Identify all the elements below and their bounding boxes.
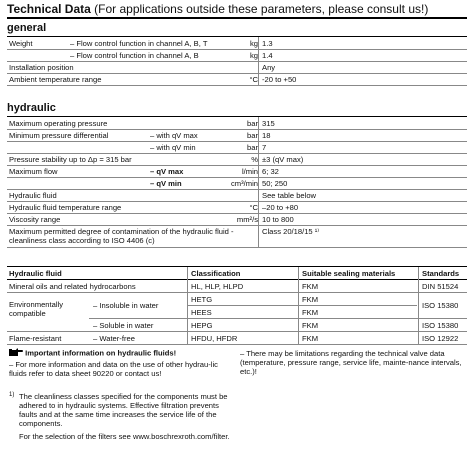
row-value: -20 to +50 <box>262 75 297 84</box>
table-header: Hydraulic fluid <box>9 269 62 278</box>
row-value: 6; 32 <box>262 167 279 176</box>
row-label: Hydraulic fluid <box>9 191 57 200</box>
fluid-class: HEPG <box>191 321 213 330</box>
row-label: Ambient temperature range <box>9 75 102 84</box>
row-sub: – Flow control function in channel A, B <box>70 51 199 60</box>
row-divider <box>7 165 467 166</box>
title-rule <box>7 17 467 19</box>
row-value: –20 to +80 <box>262 203 299 212</box>
column-divider <box>418 267 419 344</box>
row-label-line2: cleanliness class according to ISO 4406 (c) <box>9 236 155 245</box>
row-sub: – qV min <box>150 179 182 188</box>
row-value: See table below <box>262 191 317 200</box>
row-label: Weight <box>9 39 33 48</box>
pointing-hand-icon <box>9 348 23 359</box>
row-value: Any <box>262 63 276 72</box>
fluid-sub: – Soluble in water <box>93 321 154 330</box>
row-unit: % <box>251 155 258 164</box>
fluid-standard: DIN 51524 <box>422 282 459 291</box>
row-value: ±3 (qV max) <box>262 155 304 164</box>
fluid-sub: – Insoluble in water <box>93 301 159 310</box>
row-value: 315 <box>262 119 275 128</box>
row-unit: bar <box>247 131 258 140</box>
column-divider <box>187 267 188 344</box>
row-unit: l/min <box>241 167 258 176</box>
table-header: Standards <box>422 269 460 278</box>
row-divider <box>7 331 467 332</box>
fluid-sub: – Water-free <box>93 334 135 343</box>
row-value: Class 20/18/15 ¹⁾ <box>262 227 320 236</box>
page-title: Technical Data (For applications outside these parameters, please consult us!) <box>7 2 429 16</box>
table-header: Classification <box>191 269 241 278</box>
row-divider <box>7 201 467 202</box>
row-divider <box>89 318 467 319</box>
fluid-name: Environmentally compatible <box>9 300 64 318</box>
fluid-class: HFDU, HFDR <box>191 334 238 343</box>
fluid-name: Mineral oils and related hydrocarbons <box>9 282 136 291</box>
row-divider <box>7 141 467 142</box>
row-divider <box>7 225 467 226</box>
column-divider <box>258 37 259 85</box>
row-unit: bar <box>247 143 258 152</box>
footnote-marker: 1) <box>9 392 15 398</box>
row-value: 50; 250 <box>262 179 288 188</box>
row-divider <box>7 292 467 293</box>
row-label: Pressure stability up to Δp = 315 bar <box>9 155 132 164</box>
fluid-seal: FKM <box>302 321 319 330</box>
row-divider <box>7 213 467 214</box>
row-value: 7 <box>262 143 267 152</box>
important-heading: Important information on hydraulic fluids! <box>9 348 176 359</box>
header-rule <box>7 279 467 280</box>
fluid-seal: FKM <box>302 295 319 304</box>
section-rule <box>7 36 467 37</box>
fluid-seal: FKM <box>302 282 319 291</box>
column-divider <box>298 267 299 344</box>
row-divider <box>7 344 467 345</box>
section-heading-general: general <box>7 22 47 34</box>
fluid-class: HEES <box>191 308 212 317</box>
fluid-standard: ISO 15380 <box>422 321 459 330</box>
row-unit: kg <box>249 51 258 60</box>
row-sub: – Flow control function in channel A, B, T <box>70 39 208 48</box>
row-label: Maximum flow <box>9 167 58 176</box>
row-sub: – qV max <box>150 167 184 176</box>
row-unit: bar <box>247 119 258 128</box>
fluid-standard: ISO 12922 <box>422 334 459 343</box>
fluid-seal: FKM <box>302 334 319 343</box>
row-divider <box>187 305 417 306</box>
row-divider <box>7 73 467 74</box>
row-sub: – with qV max <box>150 131 198 140</box>
footnote-text: The cleanliness classes specified for the components must be adhered to in hydraulic systems. Effective filtration prevents faults and at the same time increases the service life of the components. <box>19 392 228 428</box>
row-unit: mm²/s <box>236 215 258 224</box>
footnote-text-filters: For the selection of the filters see www.boschrexroth.com/filter. <box>19 432 230 441</box>
row-unit: °C <box>249 203 258 212</box>
important-left: – For more information and data on the use of other hydrau-lic fluids refer to data sheet 90220 or contact us! <box>9 360 218 378</box>
row-label: Viscosity range <box>9 215 61 224</box>
column-divider <box>258 117 259 247</box>
fluid-class: HL, HLP, HLPD <box>191 282 244 291</box>
row-unit: kg <box>249 39 258 48</box>
important-right: – There may be limitations regarding the technical valve data (temperature, pressure range, service life, mainte-nance intervals, etc.)! <box>240 349 462 376</box>
row-unit: cm³/min <box>231 179 258 188</box>
row-value: 1.4 <box>262 51 273 60</box>
row-label: Minimum pressure differential <box>9 131 109 140</box>
fluid-seal: FKM <box>302 308 319 317</box>
table-header: Suitable sealing materials <box>302 269 396 278</box>
row-value: 10 to 800 <box>262 215 294 224</box>
row-divider <box>7 247 467 248</box>
fluid-class: HETG <box>191 295 213 304</box>
row-divider <box>7 189 467 190</box>
row-divider <box>7 61 467 62</box>
row-label: Installation position <box>9 63 74 72</box>
row-value: 18 <box>262 131 271 140</box>
fluid-name: Flame-resistant <box>9 334 62 343</box>
row-label: Hydraulic fluid temperature range <box>9 203 122 212</box>
table-top-rule <box>7 266 467 267</box>
row-divider <box>7 129 467 130</box>
row-divider <box>7 177 467 178</box>
row-divider <box>7 153 467 154</box>
section-rule <box>7 116 467 117</box>
row-divider <box>7 85 467 86</box>
section-heading-hydraulic: hydraulic <box>7 102 56 114</box>
row-label: Maximum operating pressure <box>9 119 108 128</box>
row-sub: – with qV min <box>150 143 196 152</box>
row-divider <box>7 49 467 50</box>
row-label: Maximum permitted degree of contamination of the hydraulic fluid - <box>9 227 234 236</box>
fluid-standard: ISO 15380 <box>422 301 459 310</box>
row-unit: °C <box>249 75 258 84</box>
row-value: 1.3 <box>262 39 273 48</box>
